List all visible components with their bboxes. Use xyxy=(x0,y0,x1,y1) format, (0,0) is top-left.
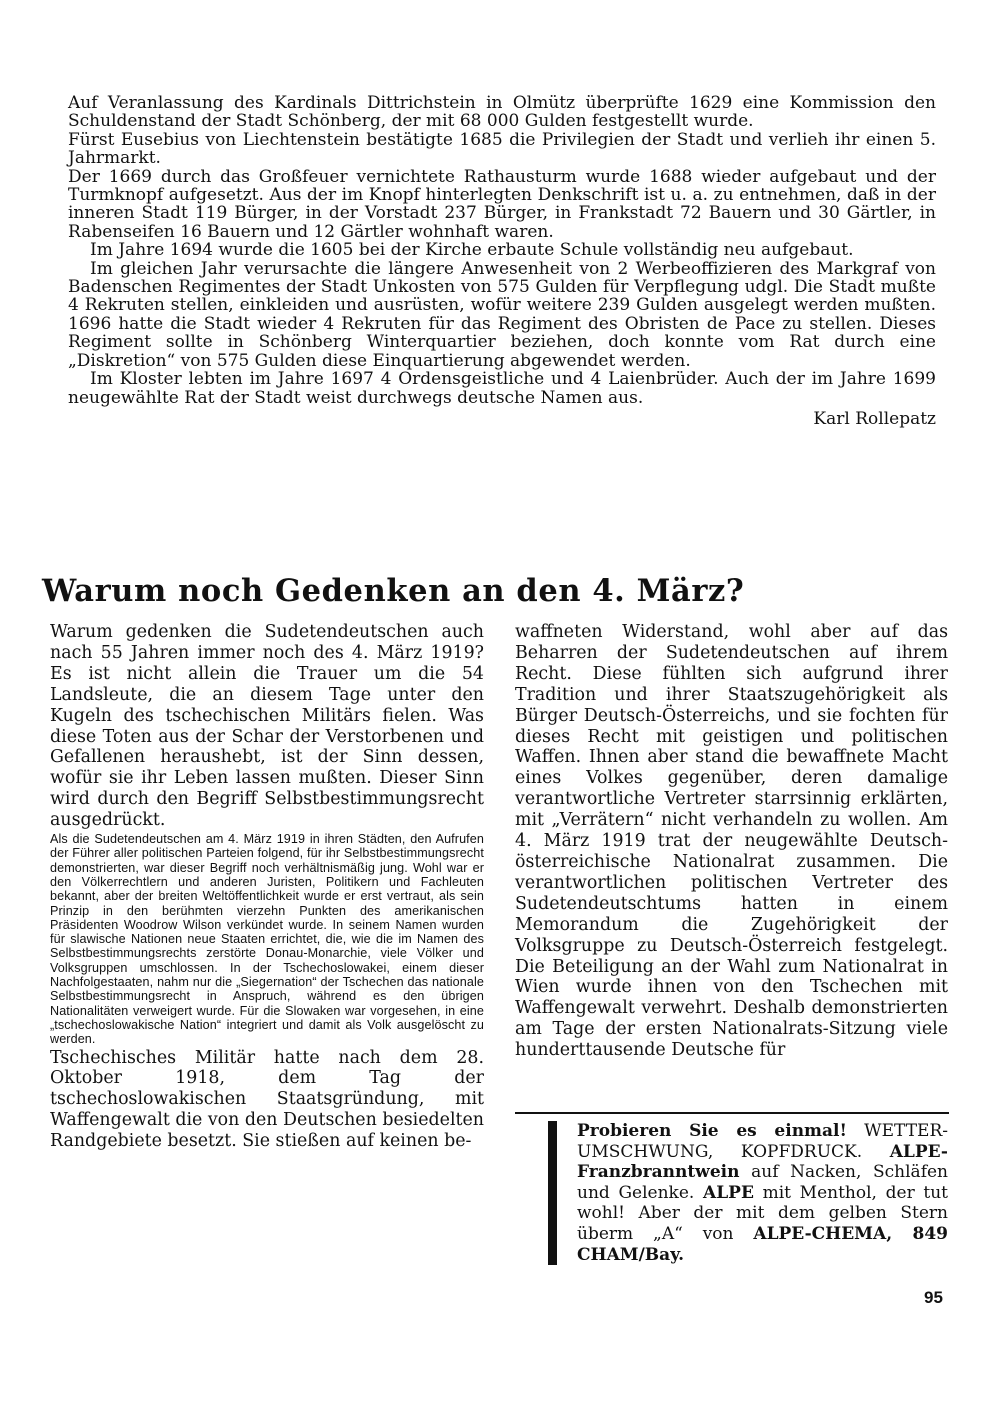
ad-lead: Probieren Sie es einmal! xyxy=(577,1121,847,1141)
article-headline: Warum noch Gedenken an den 4. März? xyxy=(42,573,745,609)
column-divider-rule xyxy=(515,1112,949,1114)
ad-part-3: mit Menthol, der tut wohl! Aber der mit dem gelben Stern überm „A“ von xyxy=(577,1182,948,1244)
ad-brand-name: ALPE xyxy=(703,1182,754,1203)
advertisement-box xyxy=(548,1121,948,1265)
author-name: Karl Rollepatz xyxy=(813,408,936,429)
continuation-paragraph: Tschechisches Militär hatte nach dem 28. Oktober 1918, dem Tag der tschechoslowakischen Staatsgründung, mit Waffengewalt die von den Deutschen besiedelten Randgebiete besetzt. Sie stießen auf keinen be- xyxy=(50,1047,485,1152)
paragraph: Der 1669 durch das Großfeuer vernichtete Rathausturm wurde 1688 wieder aufgebaut und der Turmknopf aufgesetzt. Aus der im Knopf hinterlegten Denkschrift ist u. a. zu entnehmen, daß in der inneren Stadt 119 Bürger, in der Vorstadt 237 Bürger, in Frankstadt 72 Bauern und 30 Gärtler, in Rabenseifen 16 Bauern und 12 Gärtler wohnhaft waren. xyxy=(68,166,936,242)
advertisement-bar xyxy=(548,1121,557,1265)
ad-part-2: auf Nacken, Schläfen und Gelenke. xyxy=(577,1162,948,1203)
paragraph: Auf Veranlassung des Kardinals Dittrichstein in Olmütz überprüfte 1629 eine Kommission den Schuldenstand der Stadt Schönberg, der mit 68 000 Gulden festgestellt wurde. xyxy=(68,93,936,132)
advertisement-text xyxy=(577,1121,948,1265)
article-column-right xyxy=(515,622,948,1061)
paragraph: Im Jahre 1694 wurde die 1605 bei der Kirche erbaute Schule vollständig neu aufgebaut. xyxy=(90,240,854,261)
ad-company-name: ALPE-CHEMA, 849 CHAM/Bay. xyxy=(577,1223,948,1265)
ad-product-name: ALPE-Franzbranntwein xyxy=(577,1141,948,1183)
article-column-left xyxy=(50,622,484,1152)
small-print-paragraph: Als die Sudetendeutschen am 4. März 1919 in ihren Städten, den Aufrufen der Führer aller politischen Parteien folgend, für ihr Selbstbestimmungsrecht demonstrierten, war dieser Begriff noch verhältnismäßig jung. Wohl war er den Völkerrechtlern und anderen Juristen, Politikern und Fachleuten bekannt, aber der breiten Weltöffentlichkeit wurde er erst vertraut, als sein Prinzip in den berühmten vierzehn Punkten des amerikanischen Präsidenten Woodrow Wilson verkündet wurde. In seinem Namen wurden für slawische Nationen neue Staaten errichtet, die, wie die im Namen des Selbstbestimmungsrechts zerstörte Donau-Monarchie, viele Völker und Volksgruppen umschlossen. In der Tschechoslowakei, einem dieser Nachfolgestaaten, nahm nur die „Siegernation“ der Tschechen das nationale Selbstbestimmungsrecht in Anspruch, während es den übrigen Nationalitäten verweigert wurde. Für die Slowaken war vorgesehen, in eine „tschechoslowakische Nation“ integriert und damit als Volk ausgelöscht zu werden. xyxy=(50,832,484,1047)
ad-part-1: WETTER-UMSCHWUNG, KOPFDRUCK. xyxy=(577,1121,949,1162)
paragraph: Fürst Eusebius von Liechtenstein bestätigte 1685 die Privilegien der Stadt und verlieh ihr einen 5. Jahrmarkt. xyxy=(68,129,936,169)
column-text: waffneten Widerstand, wohl aber auf das Beharren der Sudetendeutschen auf ihrem Recht. Diese fühlten sich aufgrund ihrer Tradition und ihrer Staatszugehörigkeit als Bürger Deutsch-Österreichs, und sie fochten für dieses Recht mit geistigen und politischen Waffen. Ihnen aber stand die bewaffnete Macht eines Volkes gegenüber, deren damalige verantwortliche Vertreter starrsinnig erklärten, mit „Verrätern“ nicht verhandeln zu wollen. Am 4. März 1919 trat der neugewählte Deutsch-österreichische Nationalrat zusammen. Die verantwortlichen politischen Vertreter des Sudetendeutschtums hatten in einem Memorandum die Zugehörigkeit der Volksgruppe zu Deutsch-Österreich festgelegt. Die Beteiligung an der Wahl zum Nationalrat in Wien wurde ihnen von den Tschechen mit Waffengewalt verwehrt. Deshalb demonstrierten am Tage der ersten Nationalrats-Sitzung viele hunderttausende Deutsche für xyxy=(515,622,948,1061)
intro-paragraph: Warum gedenken die Sudetendeutschen auch nach 55 Jahren immer noch des 4. März 1919? Es ist nicht allein die Trauer um die 54 Landsleute, die an diesem Tage unter den Kugeln des tschechischen Militärs fielen. Was diese Toten aus der Schar der Verstorbenen und Gefallenen heraushebt, ist der Sinn dessen, wofür sie ihr Leben lassen mußten. Dieser Sinn wird durch den Begriff Selbstbestimmungsrecht ausgedrückt. xyxy=(50,622,484,831)
page-number: 95 xyxy=(924,1288,943,1307)
paragraph: Im Kloster lebten im Jahre 1697 4 Ordensgeistliche und 4 Laienbrüder. Auch der im Jahre 1699 neugewählte Rat der Stadt weist durchwegs deutsche Namen aus. xyxy=(68,369,936,408)
top-article xyxy=(68,94,936,429)
paragraph: Im gleichen Jahr verursachte die längere Anwesenheit von 2 Werbeoffizieren des Markgraf von Badenschen Regimentes der Stadt Unkosten von 575 Gulden für Verpflegung udgl. Die Stadt mußte 4 Rekruten stellen, einkleiden und ausrüsten, wofür weitere 239 Gulden ausgelegt werden mußten. 1696 hatte die Stadt wieder 4 Rekruten für das Regiment des Obristen de Pace zu stellen. Dieses Regiment sollte in Schönberg Winterquartier beziehen, doch konnte vom Rat durch eine „Diskretion“ von 575 Gulden diese Einquartierung abgewendet werden. xyxy=(68,258,936,371)
